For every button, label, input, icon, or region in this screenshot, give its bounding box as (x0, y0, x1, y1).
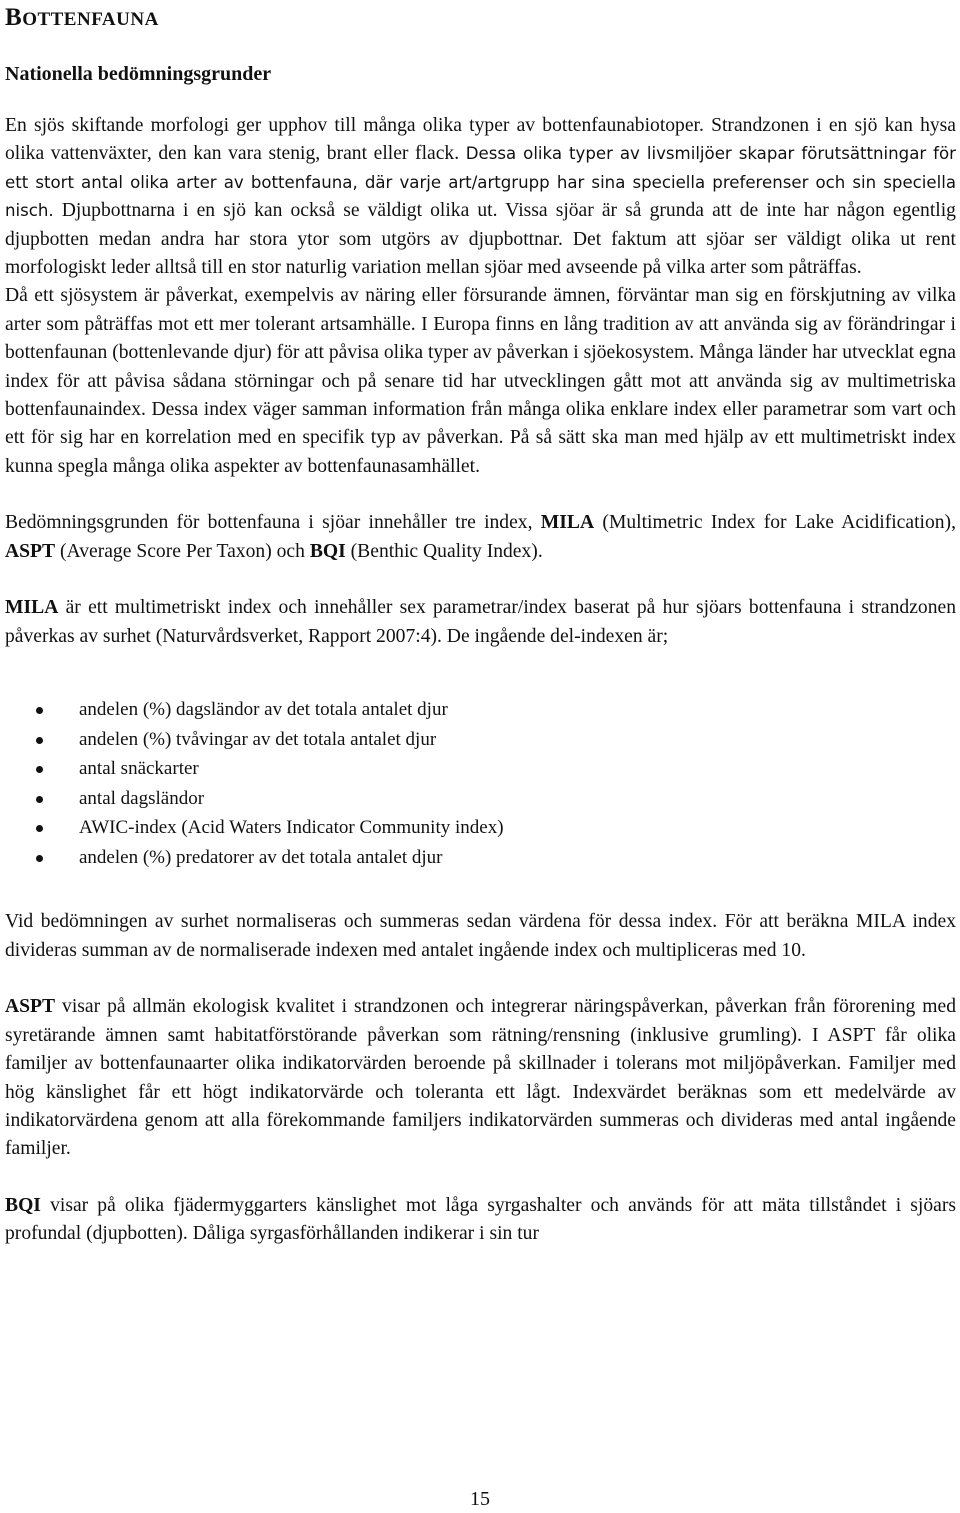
bullet-icon (36, 796, 43, 803)
list-item: andelen (%) dagsländor av det totala antalet djur (5, 695, 956, 725)
heading-rest: OTTENFAUNA (22, 9, 159, 30)
paragraph-normalisation: Vid bedömningen av surhet normaliseras och summeras sedan värdena för dessa index. För att beräkna MILA index divideras summan av de normaliserade indexen med antalet ingående index och multipliceras med 10. (5, 911, 956, 961)
intro-sentence-1: En sjös skiftande morfologi ger upphov till många olika typer av bottenfaunabiotoper. Strandzonen i en sjö kan hysa olika vattenväxter, den kan vara stenig, brant eller flack. (5, 115, 956, 165)
paragraph-mila (5, 594, 956, 651)
term-mila: MILA (540, 512, 595, 534)
bullet-icon (36, 737, 43, 744)
bullet-icon (36, 766, 43, 773)
intro-sentence-3: Djupbottnarna i en sjö kan också se väldigt olika ut. Vissa sjöar är så grunda att de inte har någon egentlig djupbotten medan andra har stora ytor som utgörs av djupbottnar. Det faktum att sjöar ser väldigt olika ut rent morfologiskt leder alltså till en stor naturlig variation mellan sjöar med avseende på vilka arter som påträffas. (5, 200, 956, 279)
term-aspt: ASPT (5, 540, 56, 562)
bqi-description: (Benthic Quality Index). (350, 540, 543, 562)
indices-intro-text: Bedömningsgrunden för bottenfauna i sjöar innehåller tre index, (5, 512, 533, 534)
term-aspt-2: ASPT (5, 996, 56, 1018)
paragraph-indices-intro (5, 509, 956, 566)
list-item: antal snäckarter (5, 754, 956, 784)
aspt-paragraph-text: visar på allmän ekologisk kvalitet i strandzonen och integrerar näringspåverkan, påverkan från förorening med syretärande ämnen samt habitatförstörande påverkan som rätning/rensning (inklusive grumling). I ASPT får olika familjer av bottenfaunaarter olika indikatorvärden beroende på skillnader i tolerans mot miljöpåverkan. Familjer med hög känslighet får ett högt indikatorvärde och toleranta ett lågt. Indexvärdet beräknas som ett medelvärde av indikatorvärdena genom att alla förekommande familjers indikatorvärden summeras och divideras med antal ingående familjer. (5, 996, 956, 1160)
bullet-icon (36, 825, 43, 832)
intro-paragraph (5, 112, 956, 282)
intro-sentence-2: Dessa olika typer av livsmiljöer skapar förutsättningar för ett stort antal olika arter av bottenfauna, där varje art/artgrupp har sina speciella preferenser och sin speciella nisch. (5, 144, 956, 221)
paragraph-pressure: Då ett sjösystem är påverkat, exempelvis av näring eller försurande ämnen, förväntar man sig en förskjutning av vilka arter som påträffas mot ett mer tolerant artsamhälle. I Europa finns en lång tradition av att använda sig av förändringar i bottenfaunan (bottenlevande djur) för att påvisa olika typer av påverkan i sjöekosystem. Många länder har utvecklat egna index för att påvisa sådana störningar och på senare tid har utvecklingen gått mot att använda sig av multimetriska bottenfaunaindex. Dessa index väger samman information från många olika enklare index eller parametrar som vart och ett för sig har en korrelation med en specifik typ av påverkan. På så sätt ska man med hjälp av ett multimetriskt index kunna spegla många olika aspekter av bottenfaunasamhället. (5, 285, 956, 477)
mila-description: (Multimetric Index for Lake Acidification), (602, 512, 956, 534)
mila-subindex-list (5, 695, 956, 873)
aspt-description: (Average Score Per Taxon) och (60, 540, 305, 562)
page-number: 15 (470, 1488, 490, 1510)
list-item: andelen (%) predatorer av det totala antalet djur (5, 843, 956, 873)
bullet-icon (36, 855, 43, 862)
subheading: Nationella bedömningsgrunder (5, 63, 272, 85)
term-bqi-2: BQI (5, 1194, 41, 1216)
paragraph-aspt (5, 993, 956, 1163)
term-bqi: BQI (309, 540, 346, 562)
paragraph-bqi (5, 1192, 956, 1249)
list-item: antal dagsländor (5, 784, 956, 814)
mila-paragraph-text: är ett multimetriskt index och innehåller sex parametrar/index baserat på hur sjöars bottenfauna i strandzonen påverkas av surhet (Naturvårdsverket, Rapport 2007:4). De ingående del-indexen är; (5, 597, 957, 647)
document-page (5, 0, 956, 1249)
list-item: AWIC-index (Acid Waters Indicator Community index) (5, 813, 956, 843)
bqi-paragraph-text: visar på olika fjädermyggarters känslighet mot låga syrgashalter och används för att mäta tillståndet i sjöars profundal (djupbotten). Dåliga syrgasförhållanden indikerar i sin tur (5, 1194, 956, 1245)
list-item: andelen (%) tvåvingar av det totala antalet djur (5, 725, 956, 755)
bullet-icon (36, 707, 43, 714)
term-mila-2: MILA (5, 597, 59, 619)
section-heading (5, 4, 956, 34)
heading-initial: B (5, 4, 23, 31)
